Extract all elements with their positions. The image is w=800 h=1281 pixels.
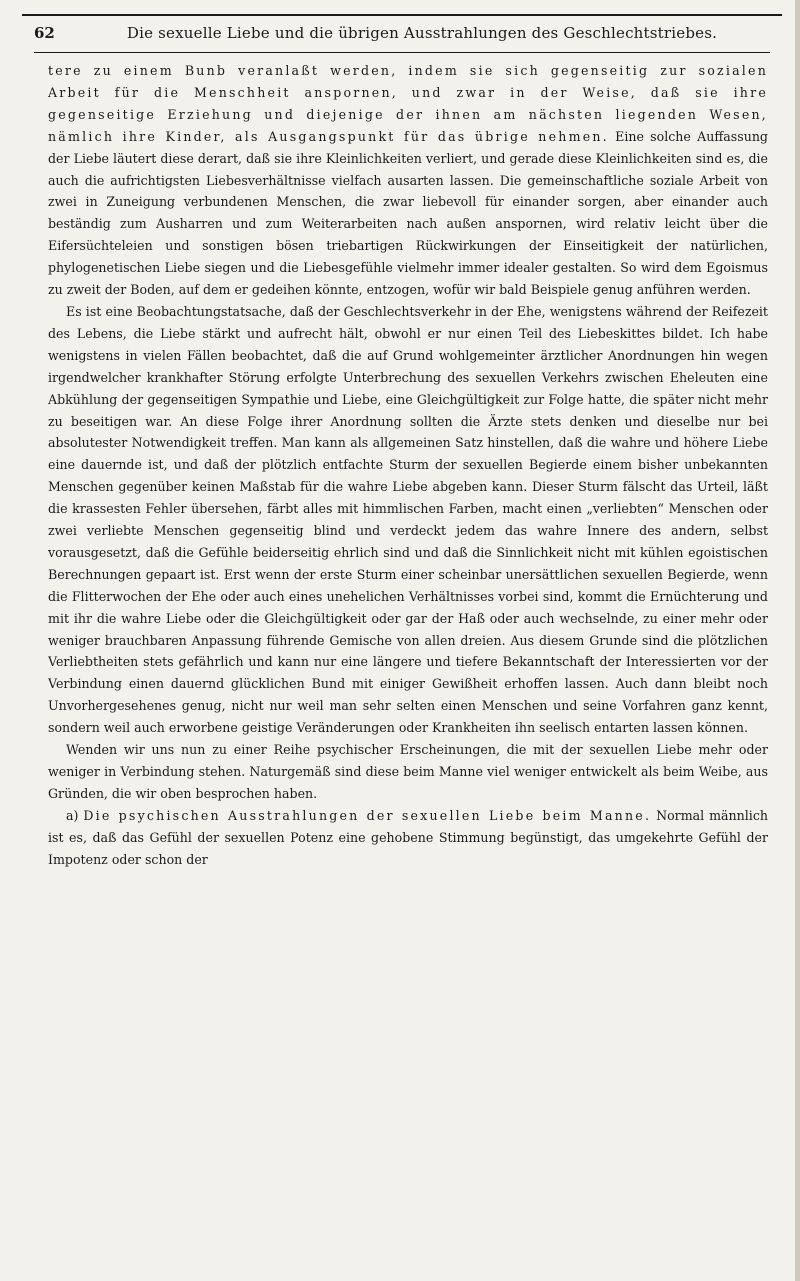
paragraph: Wenden wir uns nun zu einer Reihe psychischer Erscheinungen, die mit der sexuellen Liebe mehr oder weniger in Verbindung stehen. Naturgemäß sind diese beim Manne viel weniger entwickelt als beim Weibe, aus Gründen, die wir oben besprochen haben. bbox=[48, 742, 768, 801]
page-header bbox=[34, 24, 770, 50]
spaced-emphasis: tere zu einem Bunb veranlaßt werden, indem sie sich gegenseitig zur sozialen Arbeit für die Menschheit anspornen, und zwar in der Weise, daß sie ihre gegenseitige Erziehung und diejenige der ihnen am nächsten liegenden Wesen, nämlich ihre Kinder, als Ausgangspunkt für das übrige nehmen. bbox=[48, 63, 768, 144]
paragraph: Es ist eine Beobachtungstatsache, daß der Geschlechtsverkehr in der Ehe, wenigstens während der Reifezeit des Lebens, die Liebe stärkt und aufrecht hält, obwohl er nur einen Teil des Liebeskittes bildet. Ich habe wenigstens in vielen Fällen beobachtet, daß die auf Grund wohlgemeinter ärztlicher Anordnungen hin wegen irgendwelcher krankhafter Störung erfolgte Unterbrechung des sexuellen Verkehrs zwischen Eheleuten eine Abkühlung der gegenseitigen Sympathie und Liebe, eine Gleichgültigkeit zur Folge hatte, die später nicht mehr zu beseitigen war. An diese Folge ihrer Anordnung sollten die Ärzte stets denken und dieselbe nur bei absolutester Notwendigkeit treffen. Man kann als allgemeinen Satz hinstellen, daß die wahre und höhere Liebe eine dauernde ist, und daß der plötzlich entfachte Sturm der sexuellen Begierde einem bisher unbekannten Menschen gegenüber keinen Maßstab für die wahre Liebe abgeben kann. Dieser Sturm fälscht das Urteil, läßt die krassesten Fehler übersehen, färbt alles mit himmlischen Farben, macht einen „verliebten“ Menschen oder zwei verliebte Menschen gegenseitig blind und verdeckt jedem das wahre Innere des andern, selbst vorausgesetzt, daß die Gefühle beiderseitig ehrlich sind und daß die Sinnlichkeit nicht mit kühlen egoistischen Berechnungen gepaart ist. Erst wenn der erste Sturm einer scheinbar unersättlichen sexuellen Begierde, wenn die Flitterwochen der Ehe oder auch eines unehelichen Verhältnisses vorbei sind, kommt die Ernüchterung und mit ihr die wahre Liebe oder die Gleichgültigkeit oder gar der Haß oder auch wechselnde, zu einer mehr oder weniger brauchbaren Anpassung führende Gemische von allen dreien. Aus diesem Grunde sind die plötzlichen Verliebtheiten stets gefährlich und kann nur eine längere und tiefere Bekanntschaft der Interessierten vor der Verbindung einen dauernd glücklichen Bund mit einiger Gewißheit erhoffen lassen. Auch dann bleibt noch Unvorhergesehenes genug, nicht nur weil man sehr selten einen Menschen und seine Vorfahren ganz kennt, sondern weil auch erworbene geistige Veränderungen oder Krankheiten ihn seelisch entarten lassen können. bbox=[48, 303, 768, 736]
section-heading: Die psychischen Ausstrahlungen der sexuellen Liebe beim Manne. bbox=[83, 807, 652, 823]
body-text bbox=[48, 60, 768, 1270]
paragraph bbox=[48, 60, 768, 301]
paragraph bbox=[48, 805, 768, 871]
paragraph-text: Eine solche Auffassung der Liebe läutert diese derart, daß sie ihre Kleinlichkeiten verliert, und gerade diese Kleinlichkeiten sind es, die auch die aufrichtigsten Liebesverhältnisse vielfach ausarten lassen. Die gemeinschaftliche soziale Arbeit von zwei in Zuneigung verbundenen Menschen, die zwar liebevoll für einander sorgen, aber einander auch beständig zum Ausharren und zum Weiterarbeiten nach außen anspornen, wird relativ leicht über die Eifersüchteleien und sonstigen bösen triebartigen Rückwirkungen der Einseitigkeit der natürlichen, phylogenetischen Liebe siegen und die Liebesgefühle vielmehr immer idealer gestalten. So wird dem Egoismus zu zweit der Boden, auf dem er gedeihen könnte, entzogen, wofür wir bald Beispiele genug anführen werden. bbox=[48, 128, 768, 298]
page-number: 62 bbox=[34, 24, 55, 42]
page-edge-shadow bbox=[795, 0, 800, 1281]
running-head: Die sexuelle Liebe und die übrigen Ausstrahlungen des Geschlechtstriebes. bbox=[126, 24, 718, 42]
paragraph-text: Normal männlich ist es, daß das Gefühl der sexuellen Potenz eine gehobene Stimmung begünstigt, das umgekehrte Gefühl der Impotenz oder schon der bbox=[48, 807, 768, 867]
header-top-rule bbox=[22, 14, 782, 16]
header-bottom-rule bbox=[34, 52, 770, 53]
section-label: a) bbox=[66, 807, 84, 823]
